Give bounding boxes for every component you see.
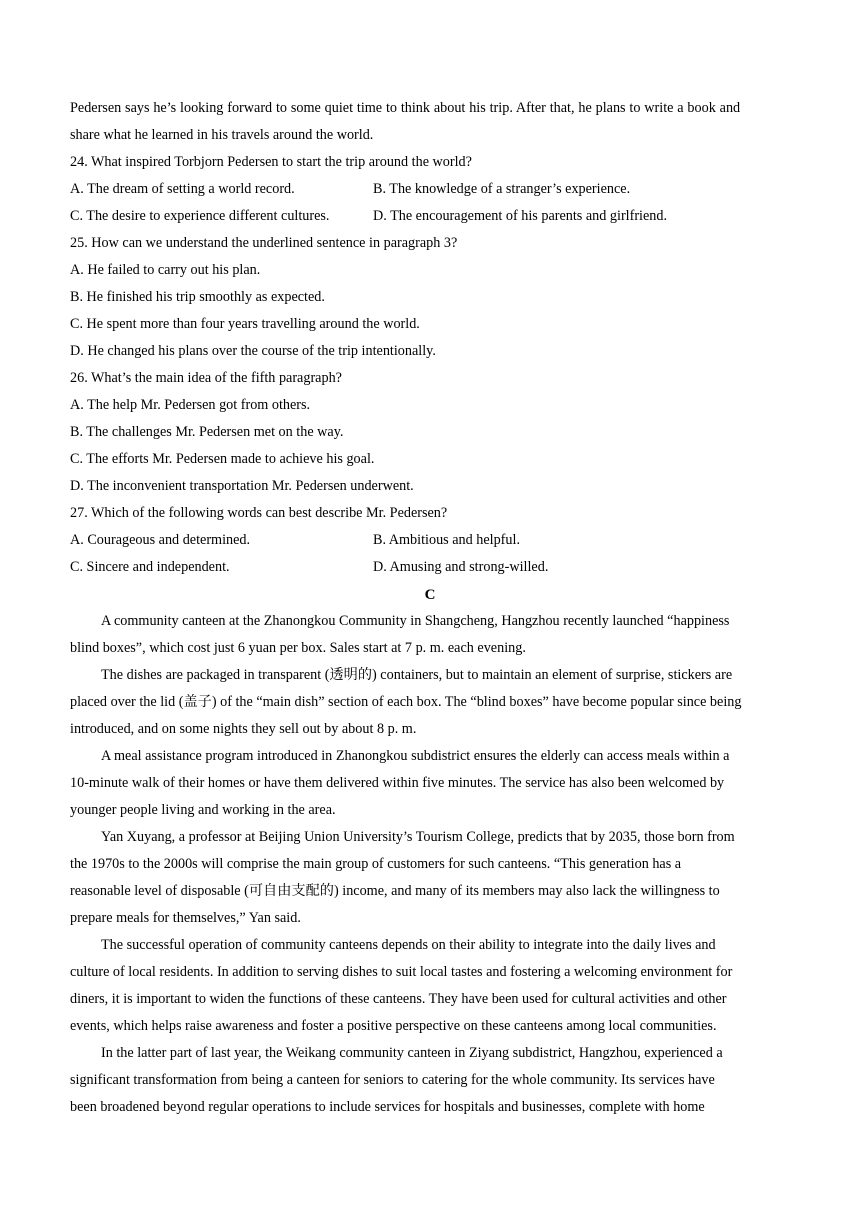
option-25-d: D. He changed his plans over the course of the trip intentionally. [70,343,436,359]
option-27-b: B. Ambitious and helpful. [373,532,520,548]
paragraph-line: placed over the lid (盖子) of the “main dish” section of each box. The “blind boxes” have become popular since being [70,694,742,710]
option-25-b: B. He finished his trip smoothly as expected. [70,289,325,305]
paragraph-line: the 1970s to the 2000s will comprise the main group of customers for such canteens. “This generation has a [70,856,682,872]
paragraph-line: younger people living and working in the area. [70,802,336,818]
paragraph-line: been broadened beyond regular operations to include services for hospitals and businesses, complete with home [70,1099,705,1115]
option-26-c: C. The efforts Mr. Pedersen made to achieve his goal. [70,451,375,467]
option-24-d: D. The encouragement of his parents and girlfriend. [373,208,668,224]
paragraph-line: prepare meals for themselves,” Yan said. [70,910,301,926]
passage-line: Pedersen says he’s looking forward to some quiet time to think about his trip. After that, he plans to write a book and [70,100,741,116]
paragraph-line: The dishes are packaged in transparent (透明的) containers, but to maintain an element of surprise, stickers are [101,667,733,683]
paragraph-line: A community canteen at the Zhanongkou Community in Shangcheng, Hangzhou recently launched “happiness [101,613,730,629]
option-24-c: C. The desire to experience different cultures. [70,208,330,224]
option-26-b: B. The challenges Mr. Pedersen met on the way. [70,424,344,440]
option-27-d: D. Amusing and strong-willed. [373,559,549,575]
option-24-b: B. The knowledge of a stranger’s experience. [373,181,631,197]
paragraph-line: introduced, and on some nights they sell out by about 8 p. m. [70,721,417,737]
option-24-a: A. The dream of setting a world record. [70,181,295,197]
paragraph-line: diners, it is important to widen the functions of these canteens. They have been used for cultural activities and other [70,991,727,1007]
paragraph-line: events, which helps raise awareness and foster a positive perspective on these canteens among local communities. [70,1018,717,1034]
section-heading: C [424,587,436,603]
paragraph-line: 10-minute walk of their homes or have them delivered within five minutes. The service has also been welcomed by [70,775,725,791]
paragraph-line: A meal assistance program introduced in Zhanongkou subdistrict ensures the elderly can access meals within a [101,748,730,764]
option-27-c: C. Sincere and independent. [70,559,230,575]
option-27-a: A. Courageous and determined. [70,532,251,548]
paragraph-line: The successful operation of community canteens depends on their ability to integrate into the daily lives and [101,937,716,953]
question-stem-24: 24. What inspired Torbjorn Pedersen to start the trip around the world? [70,154,472,170]
option-26-a: A. The help Mr. Pedersen got from others. [70,397,311,413]
passage-line: share what he learned in his travels around the world. [70,127,374,143]
paragraph-line: significant transformation from being a canteen for seniors to catering for the whole community. Its services have [70,1072,715,1088]
option-25-c: C. He spent more than four years travelling around the world. [70,316,420,332]
paragraph-line: Yan Xuyang, a professor at Beijing Union University’s Tourism College, predicts that by 2035, those born from [101,829,735,845]
paragraph-line: reasonable level of disposable (可自由支配的) income, and many of its members may also lack the willingness to [70,883,720,899]
option-25-a: A. He failed to carry out his plan. [70,262,261,278]
question-stem-27: 27. Which of the following words can best describe Mr. Pedersen? [70,505,448,521]
question-stem-25: 25. How can we understand the underlined sentence in paragraph 3? [70,235,458,251]
question-stem-26: 26. What’s the main idea of the fifth paragraph? [70,370,342,386]
paragraph-line: blind boxes”, which cost just 6 yuan per box. Sales start at 7 p. m. each evening. [70,640,526,656]
paragraph-line: culture of local residents. In addition to serving dishes to suit local tastes and fostering a welcoming environment for [70,964,733,980]
option-26-d: D. The inconvenient transportation Mr. Pedersen underwent. [70,478,414,494]
paragraph-line: In the latter part of last year, the Weikang community canteen in Ziyang subdistrict, Hangzhou, experienced a [101,1045,723,1061]
